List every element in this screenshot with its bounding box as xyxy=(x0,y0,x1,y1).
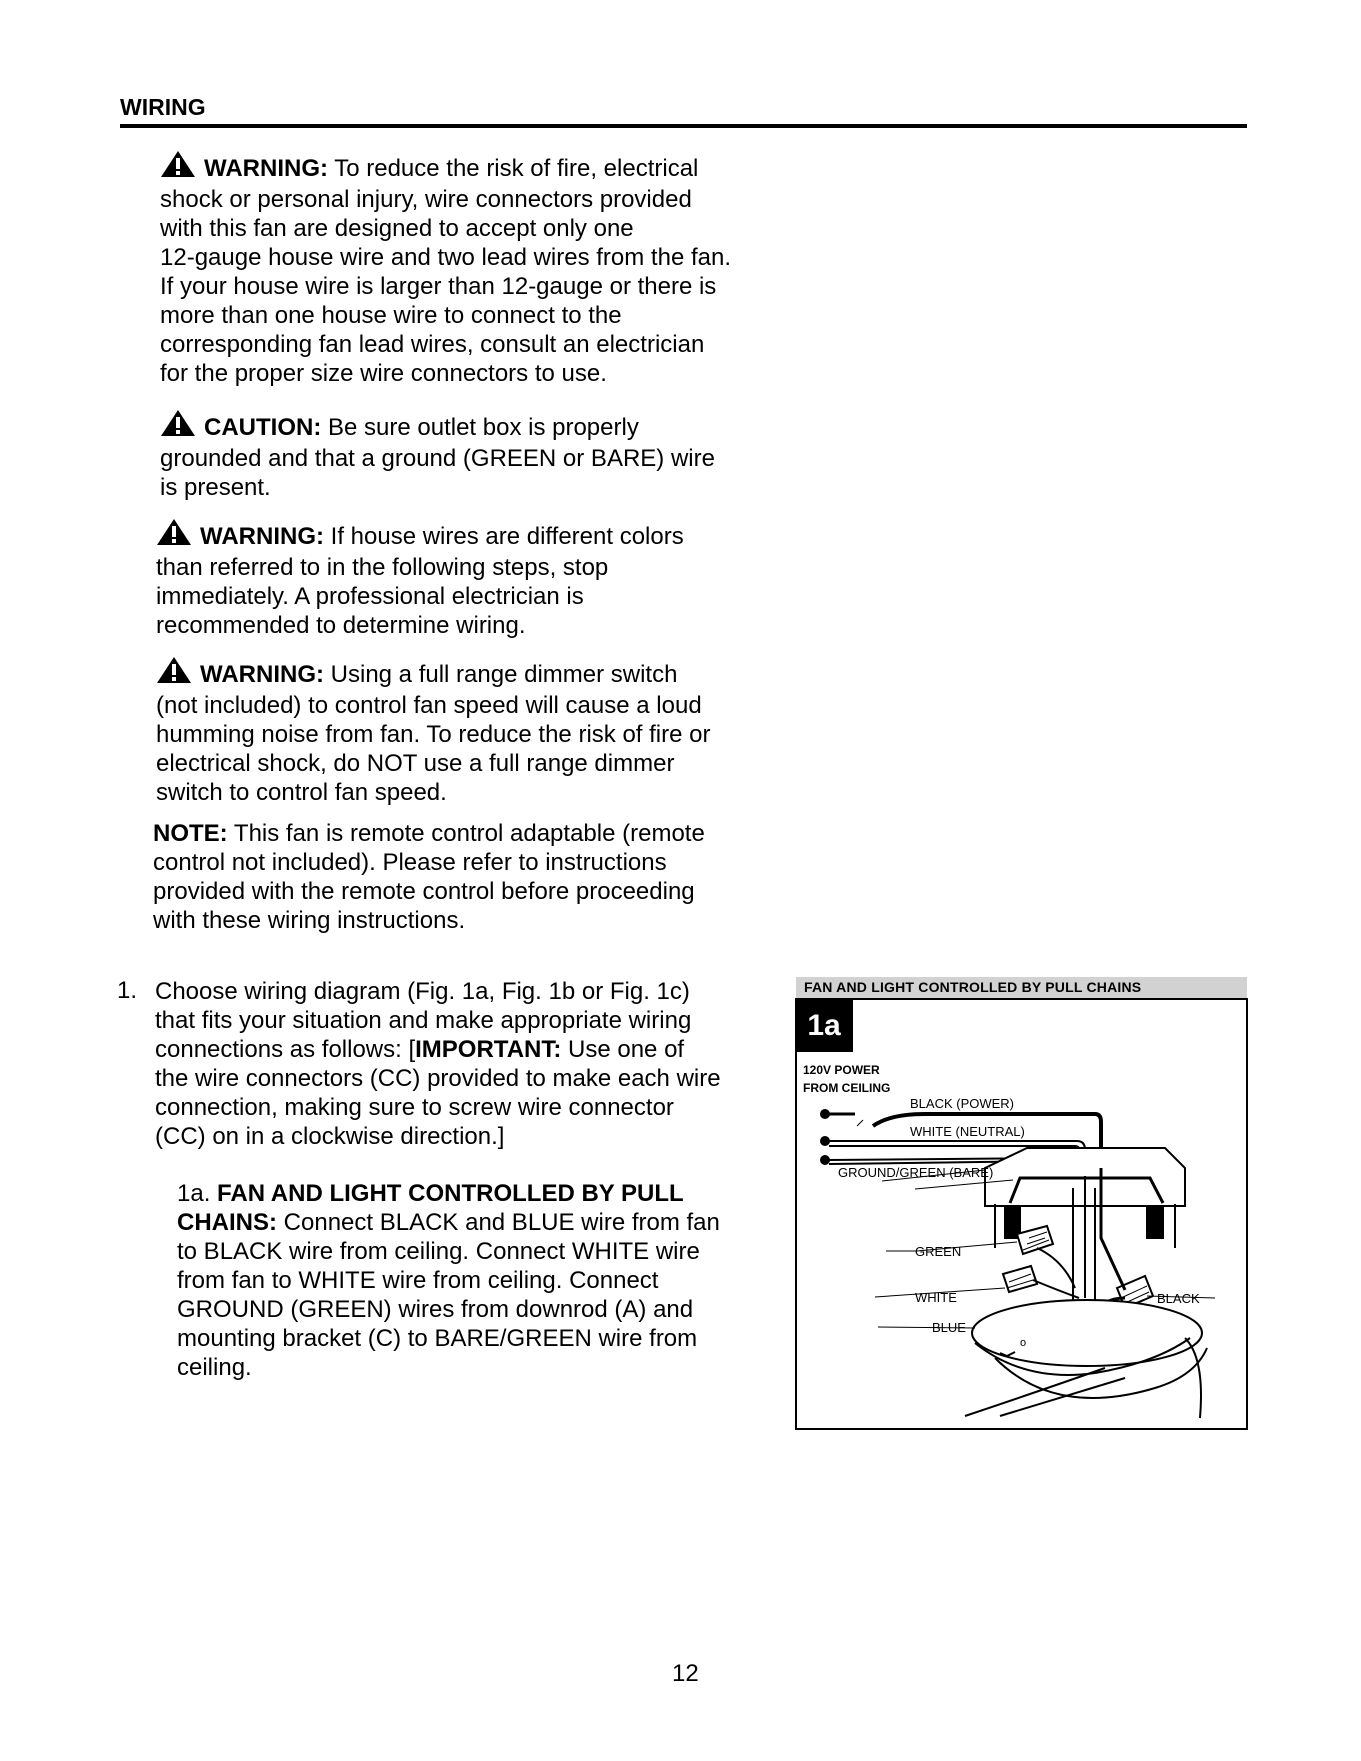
warning-text: 12-gauge house wire and two lead wires from the fan. xyxy=(160,244,731,271)
wire-label-white-neutral: WHITE (NEUTRAL) xyxy=(910,1124,1025,1139)
note-text: control not included). Please refer to instructions xyxy=(153,849,667,876)
wire-label-green: GREEN xyxy=(915,1244,962,1259)
warning-text: immediately. A professional electrician is xyxy=(156,583,584,610)
caution-text: Be sure outlet box is properly xyxy=(321,414,639,441)
figure-header: FAN AND LIGHT CONTROLLED BY PULL CHAINS xyxy=(796,977,1247,998)
warning-triangle-icon xyxy=(160,150,196,185)
step-text: that fits your situation and make appropriate wiring xyxy=(155,1007,692,1034)
note-label: NOTE: xyxy=(153,820,228,847)
warning-block-fire xyxy=(160,150,731,388)
caution-block-ground xyxy=(160,409,715,502)
substep-prefix: 1a. xyxy=(177,1180,218,1207)
substep-heading: FAN AND LIGHT CONTROLLED BY PULL xyxy=(217,1180,684,1207)
important-label: IMPORTANT: xyxy=(415,1036,562,1063)
wire-end-dot xyxy=(821,1156,829,1164)
power-source-label: 120V POWER xyxy=(803,1063,880,1077)
note-text: provided with the remote control before proceeding xyxy=(153,878,695,905)
step-number: 1. xyxy=(117,977,138,1004)
warning-text: If your house wire is larger than 12-gauge or there is xyxy=(160,273,717,300)
warning-triangle-icon xyxy=(156,518,192,553)
wire-label-black-power: BLACK (POWER) xyxy=(910,1096,1015,1111)
warning-text: for the proper size wire connectors to use. xyxy=(160,360,607,387)
page-number: 12 xyxy=(672,1660,699,1687)
warning-text: If house wires are different colors xyxy=(323,523,684,550)
leader-line xyxy=(857,1120,863,1126)
wire-label-black: BLACK xyxy=(1157,1291,1200,1306)
warning-label: WARNING: xyxy=(200,661,324,688)
warning-text: switch to control fan speed. xyxy=(156,779,447,806)
warning-label: WARNING: xyxy=(200,523,324,550)
step-text: the wire connectors (CC) provided to make each wire xyxy=(155,1065,721,1092)
warning-text: (not included) to control fan speed will cause a loud xyxy=(156,692,702,719)
warning-text: corresponding fan lead wires, consult an electrician xyxy=(160,331,705,358)
substep-heading: CHAINS: xyxy=(177,1209,277,1236)
wire-connector xyxy=(1017,1226,1053,1254)
step-text: connection, making sure to screw wire connector xyxy=(155,1094,674,1121)
caution-text: is present. xyxy=(160,474,271,501)
step-text: Choose wiring diagram (Fig. 1a, Fig. 1b or Fig. 1c) xyxy=(155,978,690,1005)
substep-text: ceiling. xyxy=(177,1354,252,1381)
substep-text: GROUND (GREEN) wires from downrod (A) and xyxy=(177,1296,694,1323)
mounting-bracket xyxy=(1010,1178,1163,1203)
substep-text: Connect BLACK and BLUE wire from fan xyxy=(277,1209,720,1236)
warning-text: more than one house wire to connect to the xyxy=(160,302,622,329)
note-text: This fan is remote control adaptable (remote xyxy=(227,820,705,847)
warning-triangle-icon xyxy=(160,409,196,444)
caution-text: grounded and that a ground (GREEN or BARE) wire xyxy=(160,445,715,472)
title-rule xyxy=(120,124,1247,128)
page-title: WIRING xyxy=(120,94,206,120)
note-text: with these wiring instructions. xyxy=(153,907,466,934)
caution-label: CAUTION: xyxy=(204,414,322,441)
warning-text: electrical shock, do NOT use a full range dimmer xyxy=(156,750,675,777)
warning-block-dimmer xyxy=(156,656,710,807)
canopy-slot xyxy=(1147,1208,1163,1238)
warning-text: humming noise from fan. To reduce the risk of fire or xyxy=(156,721,711,748)
warning-text: than referred to in the following steps, stop xyxy=(156,554,609,581)
pull-chain-mark: o xyxy=(1020,1337,1027,1349)
fan-blade xyxy=(965,1368,1105,1416)
warning-text: shock or personal injury, wire connectors provided xyxy=(160,186,692,213)
wire-end-dot xyxy=(821,1110,829,1118)
wiring-diagram xyxy=(795,998,1248,1430)
wire-label-white: WHITE xyxy=(915,1290,957,1305)
substep-text: to BLACK wire from ceiling. Connect WHITE wire xyxy=(177,1238,700,1265)
warning-label: WARNING: xyxy=(204,155,328,182)
step-text: connections as follows: [ xyxy=(155,1036,416,1063)
figure-badge: 1a xyxy=(795,1000,853,1052)
wire-end-dot xyxy=(821,1137,829,1145)
note-block xyxy=(153,819,705,935)
fan-wire xyxy=(1037,1248,1075,1288)
warning-block-colors xyxy=(156,518,684,640)
step-text: Use one of xyxy=(561,1036,685,1063)
wire-label-blue: BLUE xyxy=(932,1320,966,1335)
wire-label-ground: GROUND/GREEN (BARE) xyxy=(838,1165,994,1180)
warning-text: with this fan are designed to accept only one xyxy=(160,215,634,242)
warning-triangle-icon xyxy=(156,656,192,691)
warning-text: recommended to determine wiring. xyxy=(156,612,526,639)
substep-text: from fan to WHITE wire from ceiling. Connect xyxy=(177,1267,659,1294)
power-source-label: FROM CEILING xyxy=(803,1081,891,1095)
warning-text: Using a full range dimmer switch xyxy=(323,661,678,688)
warning-text: To reduce the risk of fire, electrical xyxy=(327,155,699,182)
step-text: (CC) on in a clockwise direction.] xyxy=(155,1123,505,1150)
step-1-text xyxy=(155,977,721,1151)
step-1a-text xyxy=(177,1179,720,1382)
substep-text: mounting bracket (C) to BARE/GREEN wire from xyxy=(177,1325,698,1352)
